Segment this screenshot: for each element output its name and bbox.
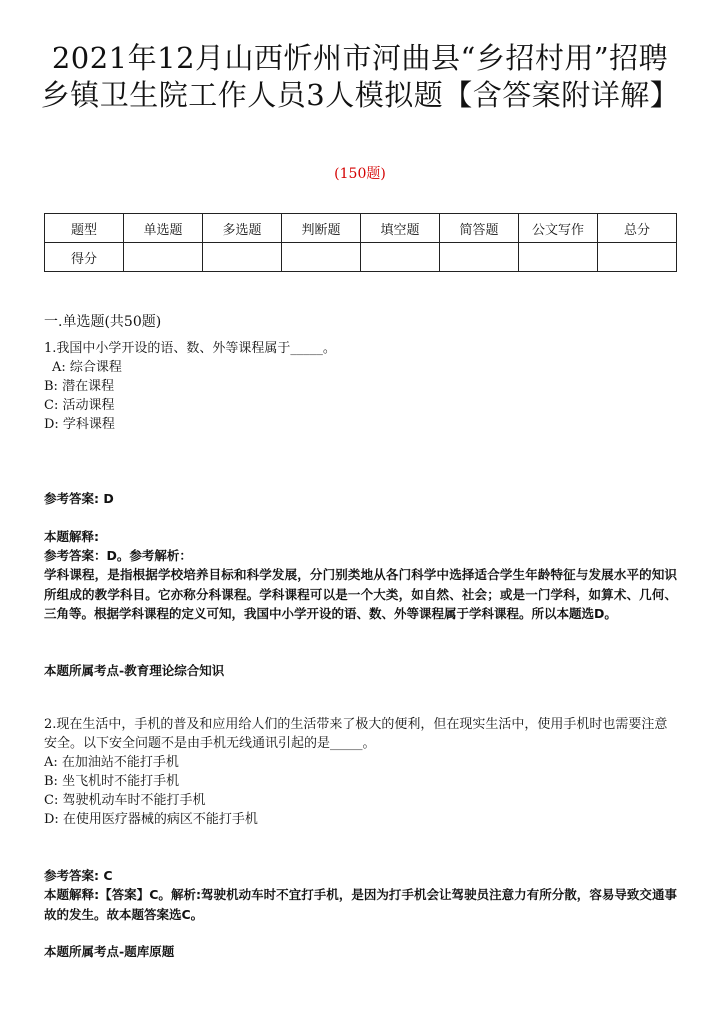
score-table: [44, 213, 677, 272]
question-1-stem: 1.我国中小学开设的语、数、外等课程属于_____。: [44, 341, 336, 356]
score-table-header-cell: 判断题: [282, 214, 361, 243]
score-table-empty-cell: [519, 243, 598, 272]
score-table-empty-cell: [440, 243, 519, 272]
document-title: 2021年12月山西忻州市河曲县“乡招村用”招聘乡镇卫生院工作人员3人模拟题【含答案附详解】: [40, 41, 680, 112]
question-1-explain-head: 参考答案：D。参考解析：: [44, 548, 192, 563]
score-table-header-row: [45, 214, 677, 243]
score-table-empty-cell: [361, 243, 440, 272]
question-1-option-b: B: 潜在课程: [44, 379, 115, 394]
question-2-answer: 参考答案: C: [44, 868, 113, 883]
question-2-option-c: C: 驾驶机动车时不能打手机: [44, 793, 206, 808]
score-table-empty-cell: [282, 243, 361, 272]
question-2-stem: 2.现在生活中，手机的普及和应用给人们的生活带来了极大的便利，但在现实生活中，使用手机时也需要注意安全。以下安全问题不是由手机无线通讯引起的是_____。: [44, 717, 668, 751]
question-1-option-d: D: 学科课程: [44, 417, 115, 432]
score-table-empty-cell: [598, 243, 677, 272]
score-table-score-row: [45, 243, 677, 272]
question-1-option-a: A: 综合课程: [52, 360, 122, 375]
score-table-header-cell: 公文写作: [519, 214, 598, 243]
question-2-explanation: 本题解释:【答案】C。解析:驾驶机动车时不宜打手机，是因为打手机会让驾驶员注意力有所分散，容易导致交通事故的发生。故本题答案选C。: [44, 887, 677, 922]
score-table-header-cell: 多选题: [203, 214, 282, 243]
score-table-row-label: 得分: [45, 243, 124, 272]
question-1-option-c: C: 活动课程: [44, 398, 115, 413]
question-1-answer: 参考答案: D: [44, 491, 114, 506]
question-2-option-d: D: 在使用医疗器械的病区不能打手机: [44, 812, 258, 827]
question-2-option-a: A: 在加油站不能打手机: [44, 755, 179, 770]
question-2-option-b: B: 坐飞机时不能打手机: [44, 774, 180, 789]
score-table-header-cell: 简答题: [440, 214, 519, 243]
score-table-empty-cell: [124, 243, 203, 272]
score-table-header-cell: 填空题: [361, 214, 440, 243]
score-table-header-cell: 单选题: [124, 214, 203, 243]
question-1-knowledge-point: 本题所属考点-教育理论综合知识: [44, 663, 225, 678]
question-count: (150题): [334, 166, 386, 182]
score-table-empty-cell: [203, 243, 282, 272]
section-heading: 一.单选题(共50题): [44, 314, 162, 330]
question-2-knowledge-point: 本题所属考点-题库原题: [44, 944, 175, 959]
question-1-explanation: 学科课程，是指根据学校培养目标和科学发展，分门别类地从各门科学中选择适合学生年龄特征与发展水平的知识所组成的教学科目。它亦称分科课程。学科课程可以是一个大类，如自然、社会；或是一门学科，如算术、几何、三角等。根据学科课程的定义可知，我国中小学开设的语、数、外等课程属于学科课程。所以本题选D。: [44, 567, 677, 621]
question-1-explain-title: 本题解释:: [44, 529, 99, 544]
score-table-header-cell: 题型: [45, 214, 124, 243]
score-table-header-cell: 总分: [598, 214, 677, 243]
